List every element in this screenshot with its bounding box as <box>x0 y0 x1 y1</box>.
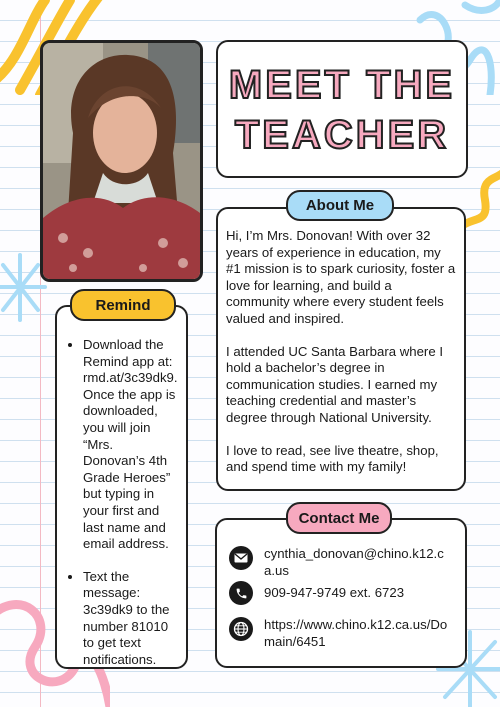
about-card <box>216 207 466 491</box>
remind-body <box>67 337 178 668</box>
contact-phone-row <box>229 581 404 605</box>
remind-heading-label: Remind <box>95 296 151 314</box>
remind-list <box>67 337 178 668</box>
contact-website-row <box>229 617 449 650</box>
about-paragraph: I love to read, see live theatre, shop, and spend time with my family! <box>226 442 439 475</box>
remind-item: • Download the Remind app at: rmd.at/3c39dk9. Once the app is downloaded, you will join “Mrs. Donovan’s 4th Grade Heroes” but typing in your first and last name and email address. <box>83 337 178 553</box>
remind-item: • Text the message: 3c39dk9 to the number 81010 to get text notifications. <box>83 569 178 669</box>
title-card <box>216 40 468 178</box>
title-line-1: MEET THE <box>228 63 456 107</box>
contact-email-row <box>229 546 449 579</box>
about-paragraph: Hi, I’m Mrs. Donovan! With over 32 years of experience in education, my #1 mission is to spark curiosity, foster a love for learning, and build a community where every student feels valued and inspired. <box>226 228 456 326</box>
phone-icon <box>229 581 253 605</box>
contact-heading <box>286 502 392 534</box>
about-body <box>226 228 456 476</box>
about-heading-label: About Me <box>305 197 375 214</box>
contact-website[interactable]: https://www.chino.k12.ca.us/Domain/6451 <box>264 617 448 649</box>
contact-card <box>215 518 467 668</box>
contact-heading-label: Contact Me <box>298 509 380 527</box>
envelope-icon <box>229 546 253 570</box>
about-heading <box>286 190 394 221</box>
contact-phone[interactable]: 909-947-9749 ext. 6723 <box>264 585 405 600</box>
teacher-photo <box>40 40 203 282</box>
contact-email[interactable]: cynthia_donovan@chino.k12.ca.us <box>264 546 444 578</box>
remind-card <box>55 305 188 669</box>
about-paragraph: I attended UC Santa Barbara where I hold a bachelor’s degree in communication studies. I earned my teaching credential and master’s degree through National University. <box>226 343 443 425</box>
remind-heading <box>70 289 176 321</box>
globe-icon <box>229 617 253 641</box>
title-line-2: TEACHER <box>234 113 450 157</box>
